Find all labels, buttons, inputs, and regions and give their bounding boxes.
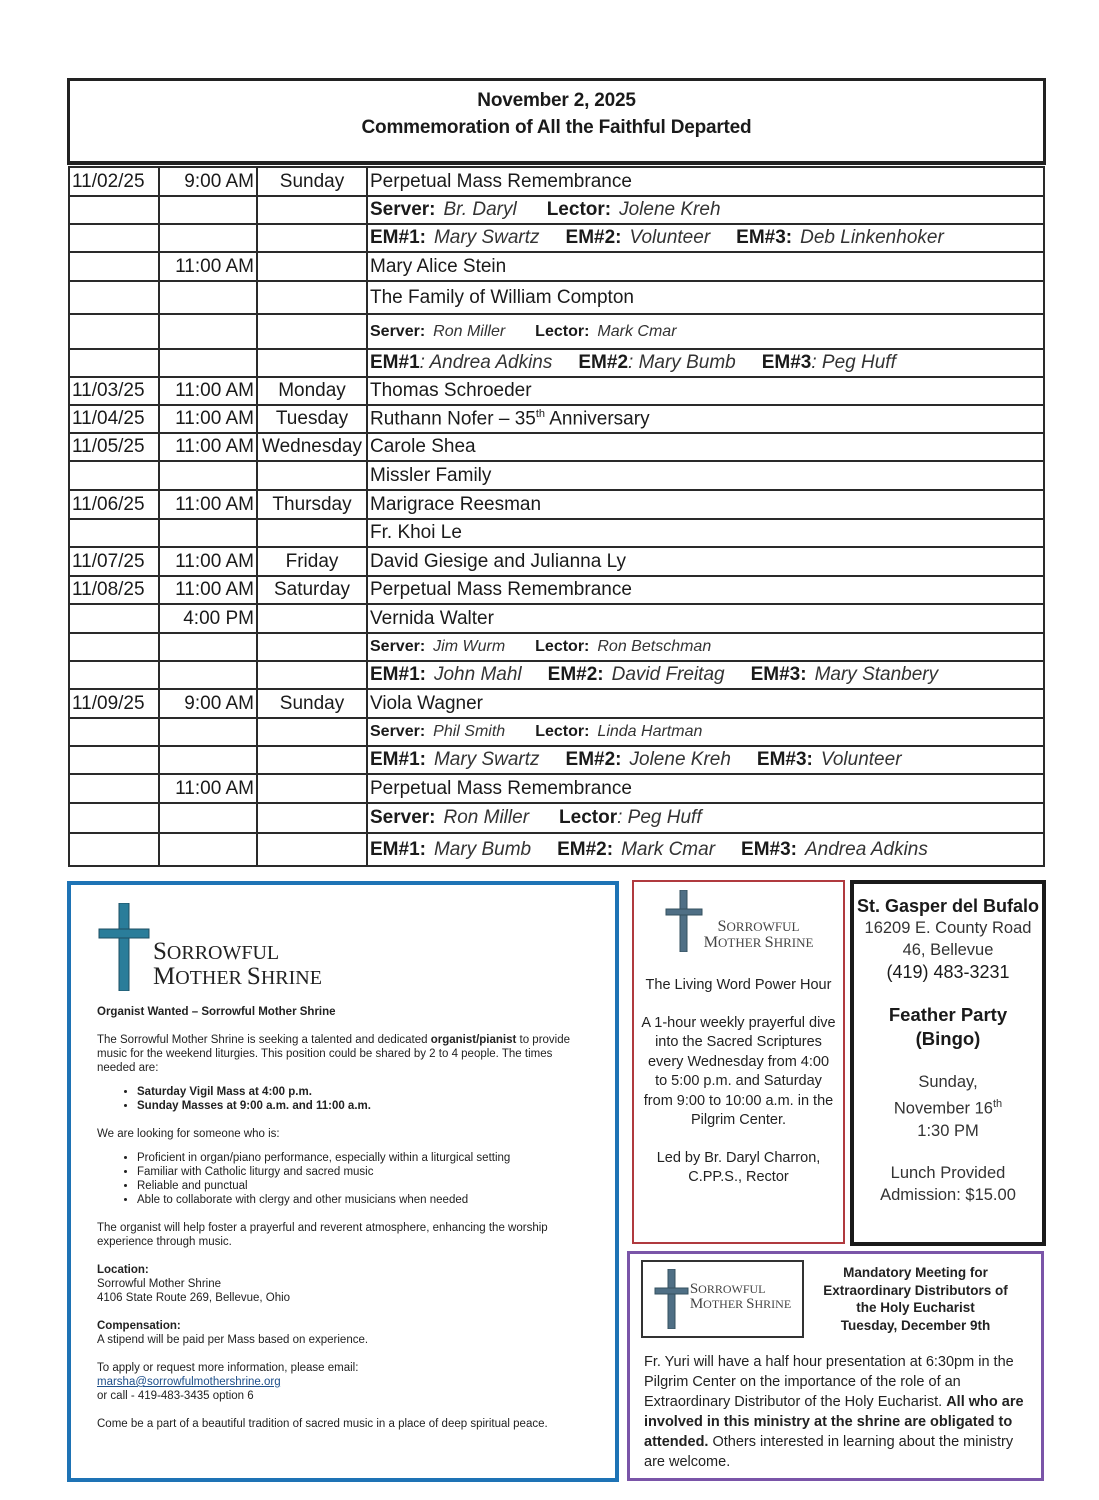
table-row: [69, 604, 1044, 633]
role-assignment: EM#1: John Mahl: [370, 664, 522, 685]
intention-cell: [367, 519, 1044, 547]
event-details: Lunch Provided Admission: $15.00: [880, 1163, 1016, 1204]
roles-row: [69, 224, 1044, 252]
shrine-logo: [640, 890, 837, 952]
intention-cell: [367, 167, 1044, 196]
meeting-heading: Mandatory Meeting for Extraordinary Distributors of the Holy Eucharist Tuesday, December 9th: [823, 1265, 1008, 1333]
role-assignment: Lector: Jolene Kreh: [546, 199, 721, 220]
organist-title: Organist Wanted – Sorrowful Mother Shrine: [97, 1006, 336, 1018]
day-cell: [257, 718, 367, 746]
intention-cell: [367, 774, 1044, 803]
day-cell: [257, 281, 367, 314]
role-assignment: Server: Phil Smith: [370, 723, 506, 740]
intention-text: Carole Shea: [370, 436, 476, 457]
day-cell: [257, 461, 367, 490]
role-assignment: Lector: Ron Betschman: [535, 638, 712, 655]
table-row: [69, 774, 1044, 803]
organist-compensation: Compensation: A stipend will be paid per Mass based on experience.: [97, 1320, 369, 1346]
day-cell: Saturday: [257, 576, 367, 604]
living-word-body: A 1-hour weekly prayerful dive into the Sacred Scriptures every Wednesday from 4:00 to 5:00 p.m. and Saturday from 9:00 to 10:00 a.m. in the Pilgrim Center.: [641, 1014, 836, 1128]
intention-cell: [367, 433, 1044, 461]
roles-row: [69, 196, 1044, 224]
intention-cell: [367, 689, 1044, 718]
roles-row: [69, 314, 1044, 349]
day-cell: Monday: [257, 377, 367, 405]
day-cell: [257, 833, 367, 866]
organist-apply: To apply or request more information, please email: marsha@sorrowfulmothershrine.org or call - 419-483-3435 option 6: [97, 1361, 589, 1403]
intention-cell: [367, 377, 1044, 405]
date-cell: 11/07/25: [69, 547, 159, 576]
date-cell: [69, 746, 159, 774]
event-when: Sunday, November 16th 1:30 PM: [893, 1073, 1003, 1140]
mass-schedule-table: [68, 166, 1045, 867]
date-cell: [69, 661, 159, 689]
day-cell: [257, 196, 367, 224]
meeting-box: [627, 1251, 1044, 1481]
table-row: [69, 576, 1044, 604]
table-row: [69, 490, 1044, 519]
role-assignment: EM#2: Jolene Kreh: [565, 749, 731, 770]
time-cell: [159, 718, 257, 746]
day-cell: [257, 746, 367, 774]
roles-cell: [367, 746, 1044, 774]
day-cell: [257, 314, 367, 349]
table-row: [69, 433, 1044, 461]
date-cell: [69, 224, 159, 252]
list-item: • Proficient in organ/piano performance, especially within a liturgical setting: [137, 1151, 589, 1165]
time-cell: 11:00 AM: [159, 405, 257, 433]
intention-cell: [367, 252, 1044, 281]
date-cell: 11/06/25: [69, 490, 159, 519]
role-assignment: EM#2: Mark Cmar: [557, 838, 716, 860]
header-date: November 2, 2025: [477, 90, 636, 111]
feather-party-box: [850, 880, 1046, 1246]
intention-cell: [367, 461, 1044, 490]
table-row: [69, 547, 1044, 576]
event-title: Feather Party (Bingo): [888, 1004, 1008, 1049]
time-cell: 4:00 PM: [159, 604, 257, 633]
time-cell: 11:00 AM: [159, 377, 257, 405]
day-cell: [257, 633, 367, 661]
intention-text: Marigrace Reesman: [370, 493, 542, 515]
date-cell: [69, 314, 159, 349]
date-cell: [69, 461, 159, 490]
organist-times-list: [97, 1085, 589, 1113]
role-assignment: EM#3: Andrea Adkins: [741, 838, 928, 860]
list-item: • Sunday Masses at 9:00 a.m. and 11:00 a.m.: [137, 1099, 589, 1113]
roles-row: [69, 349, 1044, 377]
date-cell: [69, 803, 159, 833]
role-assignment: EM#3: Volunteer: [756, 749, 902, 770]
time-cell: [159, 461, 257, 490]
intention-cell: Ruthann Nofer – 35th Anniversary: [367, 405, 1044, 433]
shrine-logo: [641, 1260, 804, 1338]
role-assignment: EM#1: Andrea Adkins: [370, 352, 553, 373]
time-cell: 11:00 AM: [159, 490, 257, 519]
role-assignment: Lector: Mark Cmar: [535, 322, 677, 340]
living-word-led-by: Led by Br. Daryl Charron, C.PP.S., Rector: [656, 1149, 821, 1185]
organist-foster: The organist will help foster a prayerful and reverent atmosphere, enhancing the worship experience through music.: [97, 1222, 548, 1248]
day-cell: Sunday: [257, 167, 367, 196]
time-cell: 9:00 AM: [159, 167, 257, 196]
intention-text: Missler Family: [370, 464, 492, 486]
roles-cell: [367, 633, 1044, 661]
roles-cell: [367, 803, 1044, 833]
roles-row: [69, 746, 1044, 774]
role-assignment: Server: Jim Wurm: [370, 638, 506, 655]
list-item: • Able to collaborate with clergy and other musicians when needed: [137, 1193, 589, 1207]
role-assignment: EM#2: Volunteer: [565, 227, 711, 248]
time-cell: [159, 196, 257, 224]
day-cell: [257, 252, 367, 281]
role-assignment: EM#1: Mary Swartz: [370, 227, 540, 248]
intention-text: Viola Wagner: [370, 692, 484, 714]
time-cell: [159, 633, 257, 661]
intention-cell: [367, 281, 1044, 314]
cross-icon: [97, 903, 159, 991]
church-phone: (419) 483-3231: [886, 962, 1010, 982]
day-cell: [257, 774, 367, 803]
table-row: [69, 377, 1044, 405]
shrine-logo: [97, 903, 589, 991]
living-word-title: The Living Word Power Hour: [645, 977, 832, 993]
date-cell: 11/05/25: [69, 433, 159, 461]
time-cell: [159, 224, 257, 252]
date-cell: [69, 718, 159, 746]
role-assignment: EM#1: Mary Swartz: [370, 749, 540, 770]
list-item: • Reliable and punctual: [137, 1179, 589, 1193]
intention-cell: [367, 490, 1044, 519]
date-cell: [69, 252, 159, 281]
intention-text: Ruthann Nofer – 35: [370, 408, 536, 430]
role-assignment: EM#2: Mary Bumb: [578, 352, 736, 373]
roles-cell: [367, 349, 1044, 377]
intention-text: Perpetual Mass Remembrance: [370, 579, 632, 600]
intention-text: Thomas Schroeder: [370, 380, 532, 401]
date-cell: 11/04/25: [69, 405, 159, 433]
table-row: [69, 167, 1044, 196]
date-cell: 11/08/25: [69, 576, 159, 604]
role-assignment: EM#3: Peg Huff: [761, 352, 896, 373]
day-cell: [257, 519, 367, 547]
intention-text: Vernida Walter: [370, 607, 494, 629]
day-cell: Friday: [257, 547, 367, 576]
date-cell: [69, 633, 159, 661]
roles-cell: [367, 833, 1044, 866]
organist-wanted-box: [67, 881, 619, 1482]
roles-row: [69, 661, 1044, 689]
date-cell: [69, 833, 159, 866]
intention-cell: [367, 576, 1044, 604]
time-cell: 11:00 AM: [159, 774, 257, 803]
time-cell: 11:00 AM: [159, 547, 257, 576]
role-assignment: EM#3: Mary Stanbery: [750, 664, 939, 685]
time-cell: 11:00 AM: [159, 252, 257, 281]
header-title: Commemoration of All the Faithful Departed: [361, 117, 752, 138]
day-cell: Sunday: [257, 689, 367, 718]
roles-row: [69, 633, 1044, 661]
date-cell: [69, 196, 159, 224]
intention-text: Mary Alice Stein: [370, 255, 507, 277]
email-link[interactable]: marsha@sorrowfulmothershrine.org: [97, 1376, 281, 1388]
role-assignment: Server: Br. Daryl: [370, 199, 517, 220]
role-assignment: EM#2: David Freitag: [547, 664, 725, 685]
time-cell: [159, 281, 257, 314]
day-cell: Thursday: [257, 490, 367, 519]
table-row: [69, 519, 1044, 547]
list-item: • Saturday Vigil Mass at 4:00 p.m.: [137, 1085, 589, 1099]
day-cell: [257, 224, 367, 252]
day-cell: Wednesday: [257, 433, 367, 461]
role-assignment: Server: Ron Miller: [370, 322, 506, 340]
day-cell: Tuesday: [257, 405, 367, 433]
date-cell: [69, 774, 159, 803]
time-cell: [159, 746, 257, 774]
shrine-logo-text: SORROWFUL MOTHER SHRINE: [703, 916, 814, 951]
date-cell: [69, 349, 159, 377]
shrine-logo-text: SORROWFUL MOTHER SHRINE: [153, 938, 322, 990]
time-cell: [159, 661, 257, 689]
organist-location: Location: Sorrowful Mother Shrine 4106 State Route 269, Bellevue, Ohio: [97, 1264, 291, 1304]
date-cell: [69, 519, 159, 547]
organist-call: or call - 419-483-3435 option 6: [97, 1390, 254, 1402]
intention-text: The Family of William Compton: [370, 286, 634, 308]
time-cell: 9:00 AM: [159, 689, 257, 718]
time-cell: [159, 349, 257, 377]
church-name: St. Gasper del Bufalo: [856, 896, 1040, 916]
church-address: 16209 E. County Road 46, Bellevue: [864, 919, 1032, 959]
day-cell: [257, 604, 367, 633]
roles-cell: [367, 314, 1044, 349]
table-row: [69, 405, 1044, 433]
schedule-body: [69, 167, 1044, 866]
roles-cell: [367, 718, 1044, 746]
time-cell: [159, 314, 257, 349]
intention-text: Perpetual Mass Remembrance: [370, 170, 632, 192]
date-cell: [69, 604, 159, 633]
intention-text: Perpetual Mass Remembrance: [370, 777, 632, 799]
day-cell: [257, 803, 367, 833]
time-cell: [159, 519, 257, 547]
roles-cell: [367, 661, 1044, 689]
role-assignment: EM#3: Deb Linkenhoker: [736, 227, 944, 248]
organist-qualities-list: [97, 1151, 589, 1207]
meeting-body: Fr. Yuri will have a half hour presentation at 6:30pm in the Pilgrim Center on the importance of the role of an Extraordinary Distributor of the Holy Eucharist. All who are involved in this ministry at the shrine are obligated to attended. Others interested in learning about the ministry are welcome.: [644, 1354, 1024, 1470]
table-row: [69, 461, 1044, 490]
roles-cell: [367, 196, 1044, 224]
organist-intro: The Sorrowful Mother Shrine is seeking a talented and dedicated organist/pianist to provide music for the weekend liturgies. This position could be shared by 2 to 4 people. The times needed are:: [97, 1034, 571, 1074]
role-assignment: Server: Ron Miller: [370, 807, 530, 828]
list-item: • Familiar with Catholic liturgy and sacred music: [137, 1165, 589, 1179]
date-cell: 11/03/25: [69, 377, 159, 405]
time-cell: 11:00 AM: [159, 576, 257, 604]
time-cell: [159, 833, 257, 866]
table-row: [69, 252, 1044, 281]
role-assignment: Lector: Linda Hartman: [535, 723, 703, 740]
date-cell: 11/09/25: [69, 689, 159, 718]
organist-looking-for: We are looking for someone who is:: [97, 1128, 280, 1140]
date-cell: 11/02/25: [69, 167, 159, 196]
intention-cell: [367, 604, 1044, 633]
intention-cell: [367, 547, 1044, 576]
date-cell: [69, 281, 159, 314]
role-assignment: EM#1: Mary Bumb: [370, 838, 532, 860]
roles-row: [69, 803, 1044, 833]
shrine-logo-text: SORROWFUL MOTHER SHRINE: [689, 1281, 792, 1312]
table-row: [69, 689, 1044, 718]
living-word-box: [632, 880, 845, 1244]
roles-row: [69, 833, 1044, 866]
bulletin-header: [67, 78, 1046, 165]
time-cell: 11:00 AM: [159, 433, 257, 461]
organist-closing: Come be a part of a beautiful tradition of sacred music in a place of deep spiritual peace.: [97, 1418, 548, 1430]
role-assignment: Lector: Peg Huff: [559, 807, 702, 828]
roles-row: [69, 718, 1044, 746]
table-row: [69, 281, 1044, 314]
roles-cell: [367, 224, 1044, 252]
intention-text: David Giesige and Julianna Ly: [370, 550, 626, 572]
day-cell: [257, 349, 367, 377]
intention-text: Fr. Khoi Le: [370, 522, 462, 543]
day-cell: [257, 661, 367, 689]
time-cell: [159, 803, 257, 833]
